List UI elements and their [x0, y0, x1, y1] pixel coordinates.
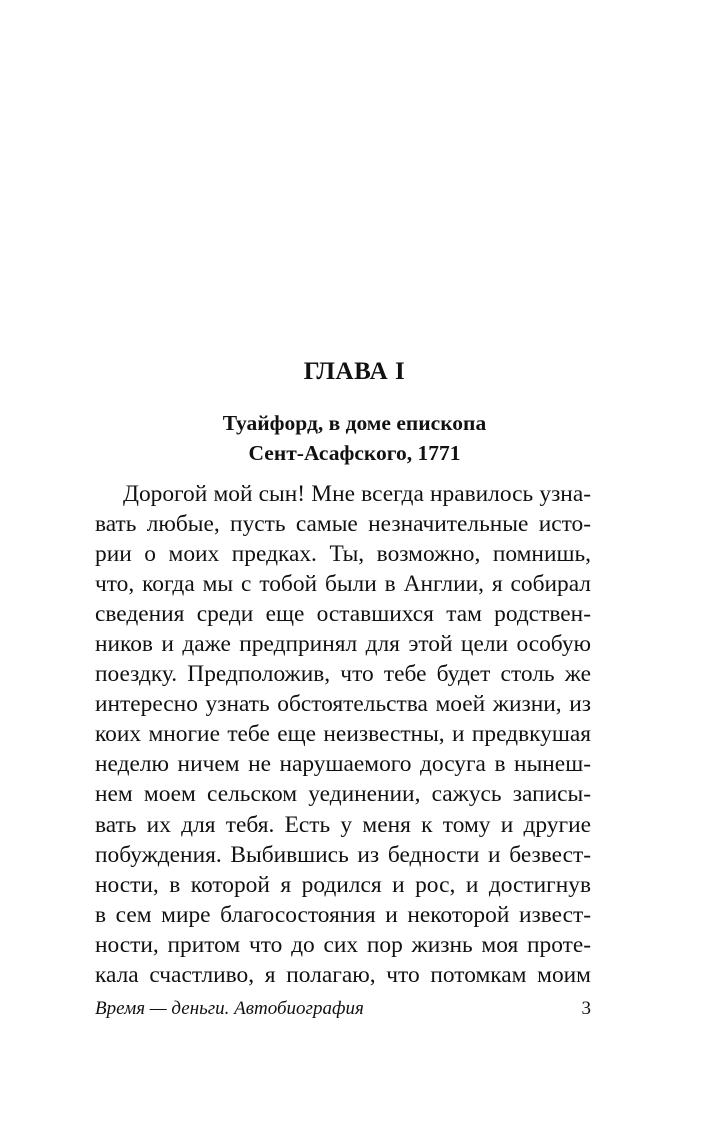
subtitle-line: Сент-Асафского, 1771: [248, 441, 461, 465]
chapter-title: ГЛАВА I: [303, 358, 406, 385]
text-line: побуждения. Выбившись из бедности и безвест-: [95, 841, 591, 868]
text-line: нем моем сельском уединении, сажусь записы-: [95, 781, 591, 808]
text-line: ности, притом что до сих пор жизнь моя проте-: [95, 931, 591, 958]
text-line: рии о моих предках. Ты, возможно, помнишь,: [95, 541, 591, 568]
text-line: неделю ничем не нарушаемого досуга в нынеш-: [95, 751, 591, 778]
text-line: в сем мире благосостояния и некоторой извест-: [95, 901, 591, 928]
text-line: вать любые, пусть самые незначительные исто-: [95, 511, 591, 538]
subtitle-line: Туайфорд, в доме епископа: [222, 411, 487, 435]
text-line: ников и даже предпринял для этой цели особую: [95, 631, 591, 658]
page-footer: [95, 995, 591, 1023]
text-line: кала счастливо, я полагаю, что потомкам моим: [95, 961, 591, 988]
text-line: сведения среди еще оставшихся там родствен-: [95, 601, 591, 628]
text-line: что, когда мы с тобой были в Англии, я собирал: [95, 571, 591, 598]
text-line: ности, в которой я родился и рос, и достигнув: [95, 871, 591, 898]
page-number: 3: [581, 998, 591, 1019]
running-title: Время — деньги. Автобиография: [95, 998, 364, 1019]
body-paragraph: [95, 479, 591, 990]
text-line: Дорогой мой сын! Мне всегда нравилось узна-: [123, 481, 591, 507]
text-line: интересно узнать обстоятельства моей жизни, из: [95, 691, 591, 718]
chapter-subtitle: [0, 408, 709, 468]
text-line: вать их для тебя. Есть у меня к тому и другие: [95, 811, 591, 838]
text-line: коих многие тебе еще неизвестны, и предвкушая: [95, 721, 591, 748]
text-line: поездку. Предположив, что тебе будет столь же: [95, 661, 591, 688]
